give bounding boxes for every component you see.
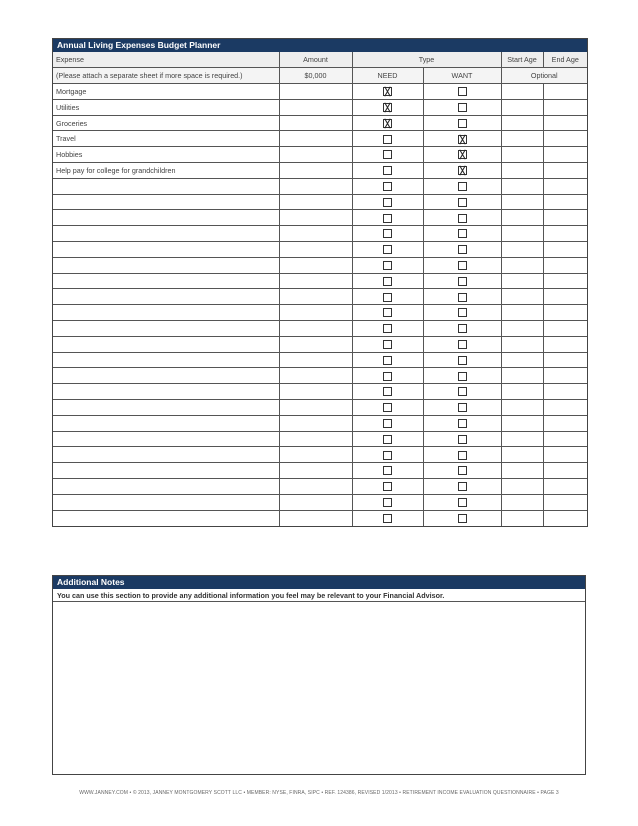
end-age-cell[interactable] (543, 115, 587, 131)
want-header: WANT (423, 68, 501, 84)
budget-table (53, 52, 587, 526)
amount-cell[interactable] (279, 147, 352, 163)
need-cell (352, 257, 423, 273)
start-age-cell[interactable] (501, 115, 543, 131)
want-checkbox[interactable] (458, 451, 467, 460)
start-age-cell[interactable] (501, 336, 543, 352)
expense-cell[interactable]: Mortgage (53, 84, 279, 100)
expense-row (53, 305, 587, 321)
need-checkbox[interactable] (383, 214, 392, 223)
start-age-cell[interactable] (501, 463, 543, 479)
expense-row (53, 99, 587, 115)
start-age-cell[interactable] (501, 289, 543, 305)
amount-example: $0,000 (279, 68, 352, 84)
need-cell (352, 242, 423, 258)
amount-cell[interactable] (279, 305, 352, 321)
want-checkbox[interactable] (458, 466, 467, 475)
want-checkbox[interactable] (458, 182, 467, 191)
want-checkbox[interactable] (458, 419, 467, 428)
expense-row (53, 400, 587, 416)
want-cell (423, 289, 501, 305)
amount-cell[interactable] (279, 257, 352, 273)
expense-cell[interactable]: Help pay for college for grandchildren (53, 163, 279, 179)
want-checkbox[interactable] (458, 498, 467, 507)
start-age-cell[interactable] (501, 273, 543, 289)
expense-row (53, 447, 587, 463)
expense-row (53, 147, 587, 163)
end-age-header: End Age (543, 52, 587, 68)
need-cell (352, 336, 423, 352)
want-cell (423, 178, 501, 194)
need-checkbox[interactable] (383, 387, 392, 396)
expense-cell[interactable] (53, 415, 279, 431)
expense-row (53, 163, 587, 179)
want-checkbox[interactable] (458, 403, 467, 412)
expense-row (53, 226, 587, 242)
expense-cell[interactable]: Utilities (53, 99, 279, 115)
want-cell (423, 400, 501, 416)
need-checkbox[interactable] (383, 87, 392, 96)
expense-cell[interactable] (53, 257, 279, 273)
expense-row (53, 384, 587, 400)
want-cell (423, 479, 501, 495)
amount-cell[interactable] (279, 431, 352, 447)
amount-cell[interactable] (279, 400, 352, 416)
want-checkbox[interactable] (458, 229, 467, 238)
start-age-cell[interactable] (501, 226, 543, 242)
want-checkbox[interactable] (458, 293, 467, 302)
expense-row (53, 257, 587, 273)
need-cell (352, 273, 423, 289)
expense-cell[interactable] (53, 400, 279, 416)
want-checkbox[interactable] (458, 198, 467, 207)
want-checkbox[interactable] (458, 277, 467, 286)
want-cell (423, 494, 501, 510)
amount-header: Amount (279, 52, 352, 68)
amount-cell[interactable] (279, 415, 352, 431)
want-checkbox[interactable] (458, 150, 467, 159)
need-checkbox[interactable] (383, 451, 392, 460)
amount-cell[interactable] (279, 352, 352, 368)
amount-cell[interactable] (279, 273, 352, 289)
amount-cell[interactable] (279, 163, 352, 179)
amount-cell[interactable] (279, 384, 352, 400)
need-checkbox[interactable] (383, 293, 392, 302)
start-age-cell[interactable] (501, 194, 543, 210)
expense-row (53, 84, 587, 100)
notes-title: Additional Notes (53, 576, 585, 589)
amount-cell[interactable] (279, 242, 352, 258)
amount-cell[interactable] (279, 368, 352, 384)
want-cell (423, 447, 501, 463)
amount-cell[interactable] (279, 479, 352, 495)
end-age-cell[interactable] (543, 194, 587, 210)
notes-instruction: You can use this section to provide any additional information you feel may be relevant to your Financial Advisor. (53, 589, 585, 602)
start-age-cell[interactable] (501, 163, 543, 179)
need-cell (352, 147, 423, 163)
end-age-cell[interactable] (543, 178, 587, 194)
need-cell (352, 115, 423, 131)
want-checkbox[interactable] (458, 214, 467, 223)
expense-cell[interactable] (53, 368, 279, 384)
want-checkbox[interactable] (458, 245, 467, 254)
need-cell (352, 305, 423, 321)
want-checkbox[interactable] (458, 340, 467, 349)
amount-cell[interactable] (279, 510, 352, 526)
end-age-cell[interactable] (543, 447, 587, 463)
want-cell (423, 336, 501, 352)
start-age-header: Start Age (501, 52, 543, 68)
need-checkbox[interactable] (383, 277, 392, 286)
want-cell (423, 210, 501, 226)
want-checkbox[interactable] (458, 87, 467, 96)
end-age-cell[interactable] (543, 510, 587, 526)
need-cell (352, 131, 423, 147)
optional-header: Optional (501, 68, 587, 84)
want-checkbox[interactable] (458, 482, 467, 491)
want-cell (423, 352, 501, 368)
need-checkbox[interactable] (383, 356, 392, 365)
want-checkbox[interactable] (458, 435, 467, 444)
want-checkbox[interactable] (458, 372, 467, 381)
want-checkbox[interactable] (458, 261, 467, 270)
start-age-cell[interactable] (501, 384, 543, 400)
need-checkbox[interactable] (383, 103, 392, 112)
budget-planner (52, 38, 588, 527)
planner-title: Annual Living Expenses Budget Planner (53, 39, 587, 52)
need-checkbox[interactable] (383, 324, 392, 333)
need-cell (352, 494, 423, 510)
need-checkbox[interactable] (383, 466, 392, 475)
want-cell (423, 368, 501, 384)
header-row (53, 52, 587, 68)
need-cell (352, 178, 423, 194)
want-cell (423, 510, 501, 526)
subheader-row (53, 68, 587, 84)
start-age-cell[interactable] (501, 305, 543, 321)
amount-cell[interactable] (279, 178, 352, 194)
additional-notes (52, 575, 586, 775)
need-checkbox[interactable] (383, 261, 392, 270)
end-age-cell[interactable] (543, 163, 587, 179)
need-checkbox[interactable] (383, 419, 392, 428)
want-cell (423, 273, 501, 289)
expense-row (53, 210, 587, 226)
expense-row (53, 494, 587, 510)
want-cell (423, 415, 501, 431)
want-cell (423, 194, 501, 210)
expense-cell[interactable] (53, 273, 279, 289)
amount-cell[interactable] (279, 210, 352, 226)
need-cell (352, 368, 423, 384)
amount-cell[interactable] (279, 99, 352, 115)
expense-cell[interactable] (53, 384, 279, 400)
expense-row (53, 479, 587, 495)
expense-cell[interactable] (53, 194, 279, 210)
want-cell (423, 257, 501, 273)
need-checkbox[interactable] (383, 514, 392, 523)
end-age-cell[interactable] (543, 289, 587, 305)
end-age-cell[interactable] (543, 257, 587, 273)
want-checkbox[interactable] (458, 514, 467, 523)
need-cell (352, 163, 423, 179)
start-age-cell[interactable] (501, 510, 543, 526)
end-age-cell[interactable] (543, 368, 587, 384)
need-checkbox[interactable] (383, 229, 392, 238)
end-age-cell[interactable] (543, 400, 587, 416)
amount-cell[interactable] (279, 84, 352, 100)
expense-cell[interactable] (53, 510, 279, 526)
start-age-cell[interactable] (501, 431, 543, 447)
end-age-cell[interactable] (543, 321, 587, 337)
expense-cell[interactable] (53, 242, 279, 258)
expense-row (53, 368, 587, 384)
end-age-cell[interactable] (543, 242, 587, 258)
want-checkbox[interactable] (458, 135, 467, 144)
want-cell (423, 242, 501, 258)
need-checkbox[interactable] (383, 308, 392, 317)
expense-row (53, 273, 587, 289)
end-age-cell[interactable] (543, 210, 587, 226)
need-cell (352, 510, 423, 526)
expense-cell[interactable]: Travel (53, 131, 279, 147)
need-cell (352, 415, 423, 431)
expense-row (53, 463, 587, 479)
expense-note: (Please attach a separate sheet if more space is required.) (53, 68, 279, 84)
want-checkbox[interactable] (458, 119, 467, 128)
start-age-cell[interactable] (501, 210, 543, 226)
end-age-cell[interactable] (543, 494, 587, 510)
need-cell (352, 384, 423, 400)
want-checkbox[interactable] (458, 324, 467, 333)
end-age-cell[interactable] (543, 415, 587, 431)
expense-row (53, 242, 587, 258)
start-age-cell[interactable] (501, 84, 543, 100)
amount-cell[interactable] (279, 226, 352, 242)
need-checkbox[interactable] (383, 150, 392, 159)
end-age-cell[interactable] (543, 226, 587, 242)
expense-cell[interactable] (53, 479, 279, 495)
need-cell (352, 226, 423, 242)
end-age-cell[interactable] (543, 84, 587, 100)
expense-row (53, 431, 587, 447)
end-age-cell[interactable] (543, 431, 587, 447)
start-age-cell[interactable] (501, 178, 543, 194)
expense-cell[interactable] (53, 210, 279, 226)
expense-row (53, 415, 587, 431)
start-age-cell[interactable] (501, 99, 543, 115)
need-cell (352, 463, 423, 479)
need-checkbox[interactable] (383, 403, 392, 412)
need-cell (352, 84, 423, 100)
start-age-cell[interactable] (501, 368, 543, 384)
need-cell (352, 431, 423, 447)
expense-cell[interactable] (53, 463, 279, 479)
start-age-cell[interactable] (501, 479, 543, 495)
want-checkbox[interactable] (458, 356, 467, 365)
need-checkbox[interactable] (383, 182, 392, 191)
need-cell (352, 289, 423, 305)
amount-cell[interactable] (279, 321, 352, 337)
need-cell (352, 352, 423, 368)
notes-area[interactable] (53, 602, 585, 772)
need-checkbox[interactable] (383, 119, 392, 128)
expense-cell[interactable] (53, 447, 279, 463)
want-checkbox[interactable] (458, 308, 467, 317)
amount-cell[interactable] (279, 289, 352, 305)
need-checkbox[interactable] (383, 340, 392, 349)
page-footer: WWW.JANNEY.COM • © 2013, JANNEY MONTGOMERY SCOTT LLC • MEMBER: NYSE, FINRA, SIPC • REF. 124386, REVISED 1/2013 • RETIREMENT INCOME EVALUATION QUESTIONNAIRE • PAGE 3 (79, 790, 559, 796)
amount-cell[interactable] (279, 194, 352, 210)
end-age-cell[interactable] (543, 273, 587, 289)
want-cell (423, 463, 501, 479)
expense-cell[interactable] (53, 178, 279, 194)
want-cell (423, 131, 501, 147)
want-cell (423, 147, 501, 163)
start-age-cell[interactable] (501, 400, 543, 416)
want-checkbox[interactable] (458, 103, 467, 112)
want-checkbox[interactable] (458, 166, 467, 175)
need-cell (352, 447, 423, 463)
end-age-cell[interactable] (543, 147, 587, 163)
expense-cell[interactable] (53, 352, 279, 368)
want-cell (423, 84, 501, 100)
start-age-cell[interactable] (501, 352, 543, 368)
want-cell (423, 384, 501, 400)
amount-cell[interactable] (279, 463, 352, 479)
want-cell (423, 163, 501, 179)
expense-cell[interactable] (53, 289, 279, 305)
need-checkbox[interactable] (383, 435, 392, 444)
need-checkbox[interactable] (383, 498, 392, 507)
need-cell (352, 99, 423, 115)
expense-cell[interactable] (53, 305, 279, 321)
expense-row (53, 131, 587, 147)
expense-cell[interactable] (53, 336, 279, 352)
expense-row (53, 352, 587, 368)
start-age-cell[interactable] (501, 257, 543, 273)
want-cell (423, 115, 501, 131)
expense-cell[interactable]: Hobbies (53, 147, 279, 163)
start-age-cell[interactable] (501, 147, 543, 163)
want-cell (423, 305, 501, 321)
need-checkbox[interactable] (383, 245, 392, 254)
expense-row (53, 321, 587, 337)
expense-cell[interactable] (53, 226, 279, 242)
expense-row (53, 336, 587, 352)
need-checkbox[interactable] (383, 372, 392, 381)
expense-row (53, 194, 587, 210)
need-checkbox[interactable] (383, 135, 392, 144)
start-age-cell[interactable] (501, 415, 543, 431)
need-cell (352, 194, 423, 210)
expense-cell[interactable]: Groceries (53, 115, 279, 131)
expense-cell[interactable] (53, 321, 279, 337)
end-age-cell[interactable] (543, 99, 587, 115)
need-cell (352, 321, 423, 337)
expense-row (53, 178, 587, 194)
need-cell (352, 479, 423, 495)
expense-row (53, 510, 587, 526)
expense-row (53, 289, 587, 305)
want-cell (423, 226, 501, 242)
amount-cell[interactable] (279, 115, 352, 131)
end-age-cell[interactable] (543, 384, 587, 400)
end-age-cell[interactable] (543, 352, 587, 368)
type-header: Type (352, 52, 501, 68)
start-age-cell[interactable] (501, 131, 543, 147)
end-age-cell[interactable] (543, 131, 587, 147)
start-age-cell[interactable] (501, 321, 543, 337)
end-age-cell[interactable] (543, 479, 587, 495)
need-checkbox[interactable] (383, 198, 392, 207)
start-age-cell[interactable] (501, 494, 543, 510)
need-header: NEED (352, 68, 423, 84)
amount-cell[interactable] (279, 447, 352, 463)
amount-cell[interactable] (279, 131, 352, 147)
expense-cell[interactable] (53, 494, 279, 510)
end-age-cell[interactable] (543, 463, 587, 479)
want-cell (423, 321, 501, 337)
amount-cell[interactable] (279, 494, 352, 510)
end-age-cell[interactable] (543, 336, 587, 352)
want-cell (423, 99, 501, 115)
expense-row (53, 115, 587, 131)
need-checkbox[interactable] (383, 482, 392, 491)
want-cell (423, 431, 501, 447)
amount-cell[interactable] (279, 336, 352, 352)
expense-cell[interactable] (53, 431, 279, 447)
expense-header: Expense (53, 52, 279, 68)
end-age-cell[interactable] (543, 305, 587, 321)
need-cell (352, 210, 423, 226)
start-age-cell[interactable] (501, 447, 543, 463)
need-cell (352, 400, 423, 416)
need-checkbox[interactable] (383, 166, 392, 175)
want-checkbox[interactable] (458, 387, 467, 396)
start-age-cell[interactable] (501, 242, 543, 258)
